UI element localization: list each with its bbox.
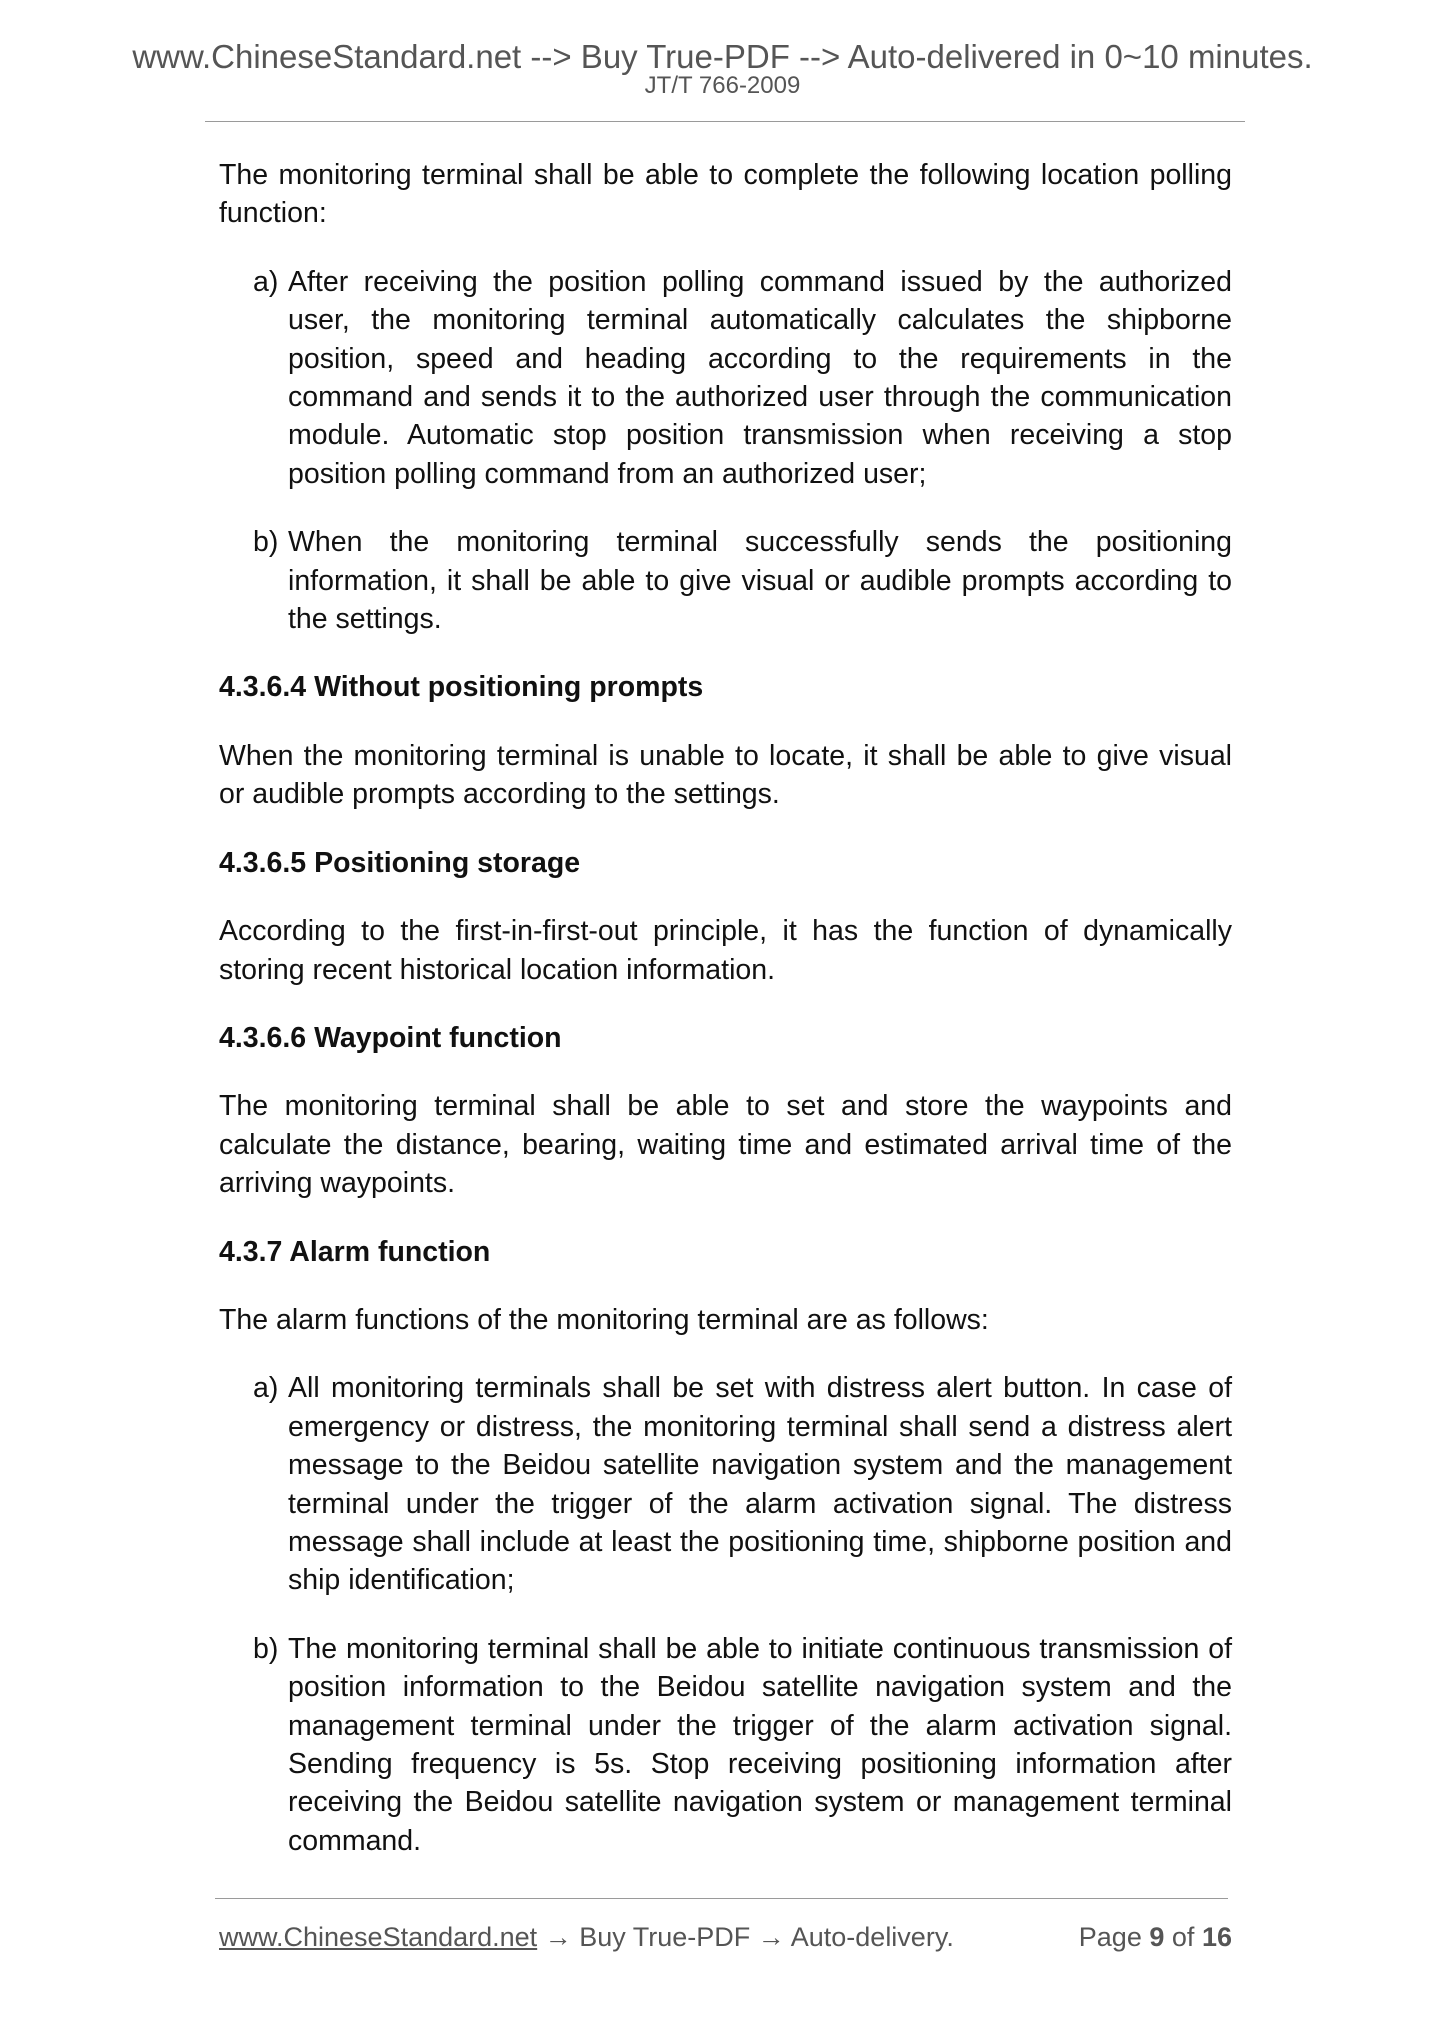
footer-site-link[interactable]: www.ChineseStandard.net — [219, 1922, 538, 1952]
section-heading-4366: 4.3.6.6 Waypoint function — [219, 1021, 562, 1054]
section-text-4365: According to the first-in-first-out principle, it has the function of dynamically storing recent historical location information. — [219, 915, 1232, 986]
list-marker: b) — [253, 1632, 279, 1665]
page-number: 9 — [1149, 1922, 1165, 1952]
of-label: of — [1171, 1922, 1195, 1952]
list-item-text: When the monitoring terminal successfully sends the positioning information, it shall be able to give visual or audible prompts according to the settings. — [288, 526, 1232, 636]
section-text-437: The alarm functions of the monitoring terminal are as follows: — [219, 1303, 989, 1336]
page-label: Page — [1078, 1922, 1142, 1952]
list-item-text: All monitoring terminals shall be set with distress alert button. In case of emergency or distress, the monitoring terminal shall send a distress alert message to the Beidou satellite navigation system and the management terminal under the trigger of the alarm activation signal. The distress message shall include at least the positioning time, shipborne position and ship identification; — [288, 1372, 1232, 1597]
total-pages: 16 — [1201, 1922, 1232, 1952]
section-text-4366: The monitoring terminal shall be able to set and store the waypoints and calculate the distance, bearing, waiting time and estimated arrival time of the arriving waypoints. — [219, 1090, 1232, 1200]
section-heading-4365: 4.3.6.5 Positioning storage — [219, 846, 581, 879]
footer-divider — [215, 1898, 1228, 1899]
page-content — [219, 156, 1232, 1890]
section-heading-437: 4.3.7 Alarm function — [219, 1235, 491, 1268]
section-heading-4364: 4.3.6.4 Without positioning prompts — [219, 671, 704, 704]
list-item-text: After receiving the position polling command issued by the authorized user, the monitoring terminal automatically calculates the shipborne position, speed and heading according to the requirements in the command and sends it to the authorized user through the communication module. Automatic stop position transmission when receiving a stop position polling command from an authorized user; — [288, 265, 1232, 490]
list-marker: a) — [253, 265, 279, 298]
footer-tagline: → Buy True-PDF → Auto-delivery. — [537, 1922, 954, 1952]
section-text-4364: When the monitoring terminal is unable to locate, it shall be able to give visual or audible prompts according to the settings. — [219, 739, 1232, 811]
polling-item-a — [219, 263, 1232, 493]
header-divider — [205, 121, 1245, 122]
intro-paragraph: The monitoring terminal shall be able to complete the following location polling function: — [219, 159, 1232, 230]
alarm-item-b — [219, 1630, 1232, 1860]
footer-left — [219, 1920, 954, 1954]
list-marker: b) — [253, 526, 279, 559]
list-marker: a) — [253, 1372, 279, 1405]
polling-item-b — [219, 523, 1232, 638]
alarm-item-a — [219, 1369, 1232, 1599]
list-item-text: The monitoring terminal shall be able to initiate continuous transmission of position information to the Beidou satellite navigation system and the management terminal under the trigger of the alarm activation signal. Sending frequency is 5s. Stop receiving positioning information after receiving the Beidou satellite navigation system or management terminal command. — [288, 1632, 1232, 1857]
page-indicator — [1079, 1920, 1232, 1954]
document-number: JT/T 766-2009 — [644, 72, 801, 99]
header-banner: www.ChineseStandard.net --> Buy True-PDF --> Auto-delivered in 0~10 minutes. — [132, 38, 1313, 75]
